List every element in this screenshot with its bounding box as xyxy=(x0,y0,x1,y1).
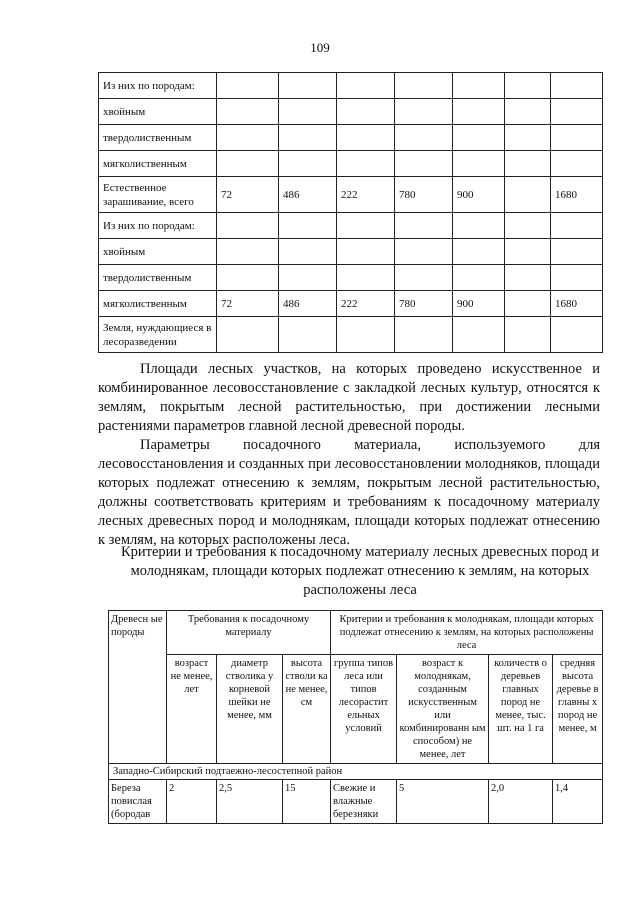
region-label: Западно-Сибирский подтаежно-лесостепной район xyxy=(109,764,603,780)
table-cell xyxy=(505,265,551,291)
table-cell xyxy=(337,73,395,99)
forest-area-table xyxy=(98,72,603,353)
table-cell xyxy=(395,151,453,177)
table-row xyxy=(99,177,603,213)
table-cell xyxy=(551,125,603,151)
species-cell: Береза повислая (бородав xyxy=(109,780,167,824)
table-cell: 780 xyxy=(395,291,453,317)
table-cell xyxy=(395,265,453,291)
row-label: твердолиственным xyxy=(99,265,217,291)
table-row xyxy=(99,239,603,265)
table-cell xyxy=(279,73,337,99)
col-header-species: Древесн ые породы xyxy=(109,611,167,764)
table-cell: 222 xyxy=(337,177,395,213)
table-row xyxy=(99,317,603,353)
col-group-planting: Требования к посадочному материалу xyxy=(167,611,331,655)
height-cell: 15 xyxy=(283,780,331,824)
table-row xyxy=(99,151,603,177)
table-cell xyxy=(551,317,603,353)
table-row xyxy=(99,73,603,99)
table-cell xyxy=(551,265,603,291)
tree-count-cell: 2,0 xyxy=(489,780,553,824)
table-cell xyxy=(505,177,551,213)
table-cell: 486 xyxy=(279,291,337,317)
table-cell xyxy=(453,213,505,239)
table-row xyxy=(99,99,603,125)
table-cell xyxy=(453,265,505,291)
table-cell xyxy=(505,317,551,353)
table-cell xyxy=(505,125,551,151)
table-cell xyxy=(551,239,603,265)
table-cell xyxy=(337,151,395,177)
col-group-young: Критерии и требования к молоднякам, площади которых подлежат отнесению к землям, на которых расположены леса xyxy=(331,611,603,655)
table-cell: 72 xyxy=(217,291,279,317)
forest-type-cell: Свежие и влажные березняки xyxy=(331,780,397,824)
table-cell xyxy=(395,213,453,239)
table-cell: 900 xyxy=(453,177,505,213)
young-age-cell: 5 xyxy=(397,780,489,824)
col-header-diameter: диаметр стволика у корневой шейки не менее, мм xyxy=(217,655,283,764)
table-cell xyxy=(551,99,603,125)
row-label: мягколиственным xyxy=(99,291,217,317)
row-label: Естественное зарашивание, всего xyxy=(99,177,217,213)
table-cell: 222 xyxy=(337,291,395,317)
table-cell xyxy=(453,239,505,265)
row-label: хвойным xyxy=(99,99,217,125)
diameter-cell: 2,5 xyxy=(217,780,283,824)
table-cell xyxy=(279,125,337,151)
table-cell xyxy=(337,213,395,239)
table-cell xyxy=(279,99,337,125)
col-header-avg-height: средняя высота деревье в главны х пород не менее, м xyxy=(553,655,603,764)
header-row xyxy=(109,655,603,764)
table-cell xyxy=(337,265,395,291)
paragraph-2: Параметры посадочного материала, используемого для лесовосстановления и созданных при лесовосстановлении молодняков, площади которых подлежат отнесению к землям, покрытым лесной растительностью, должны соответствовать критериям и требованиям к посадочному материалу лесных древесных пород и молоднякам, площади которых подлежат отнесению к землям, на которых расположены леса. xyxy=(98,437,600,548)
table-cell xyxy=(395,73,453,99)
table-cell xyxy=(217,151,279,177)
row-label: мягколиственным xyxy=(99,151,217,177)
table-cell: 486 xyxy=(279,177,337,213)
col-header-tree-count: количеств о деревьев главных пород не менее, тыс. шт. на 1 га xyxy=(489,655,553,764)
table-cell xyxy=(217,125,279,151)
table-cell: 1680 xyxy=(551,291,603,317)
page-number: 109 xyxy=(310,40,330,55)
table-cell: 72 xyxy=(217,177,279,213)
table-cell xyxy=(337,125,395,151)
table-row xyxy=(99,125,603,151)
table-cell xyxy=(551,73,603,99)
table-cell xyxy=(551,213,603,239)
criteria-table xyxy=(108,610,603,824)
row-label: хвойным xyxy=(99,239,217,265)
col-header-young-age: возраст к молоднякам, созданным искусственным или комбинированн ым способом) не менее, лет xyxy=(397,655,489,764)
table-cell xyxy=(453,317,505,353)
table-cell xyxy=(505,239,551,265)
table-cell xyxy=(505,151,551,177)
region-row xyxy=(109,764,603,780)
table-cell xyxy=(395,317,453,353)
table-row xyxy=(99,291,603,317)
section-heading: Критерии и требования к посадочному материалу лесных древесных пород и молоднякам, площади которых подлежат отнесению к землям, на которых расположены леса xyxy=(120,544,600,598)
table-cell xyxy=(217,265,279,291)
table-cell xyxy=(337,99,395,125)
table-cell xyxy=(337,317,395,353)
table-row xyxy=(99,213,603,239)
table-cell xyxy=(279,265,337,291)
table-cell xyxy=(279,239,337,265)
table-cell: 900 xyxy=(453,291,505,317)
table-cell xyxy=(217,99,279,125)
table-cell xyxy=(217,73,279,99)
table-cell xyxy=(453,125,505,151)
table-cell: 780 xyxy=(395,177,453,213)
col-header-age: возраст не менее, лет xyxy=(167,655,217,764)
table-cell xyxy=(217,317,279,353)
table-cell xyxy=(337,239,395,265)
age-cell: 2 xyxy=(167,780,217,824)
paragraph-1: Площади лесных участков, на которых проведено искусственное и комбинированное лесовосстановление с закладкой лесных культур, относятся к землям, покрытым лесной растительностью, при достижении лесными растениями параметров главной лесной древесной породы. xyxy=(98,361,600,434)
col-header-height: высота стволи ка не менее, см xyxy=(283,655,331,764)
row-label: Из них по породам: xyxy=(99,73,217,99)
table-row xyxy=(109,780,603,824)
avg-height-cell: 1,4 xyxy=(553,780,603,824)
table-cell xyxy=(279,317,337,353)
table-cell xyxy=(453,73,505,99)
table-cell xyxy=(505,291,551,317)
table-cell xyxy=(395,239,453,265)
table-cell xyxy=(279,151,337,177)
row-label: Из них по породам: xyxy=(99,213,217,239)
table-cell xyxy=(551,151,603,177)
table-cell xyxy=(395,99,453,125)
table-cell xyxy=(505,213,551,239)
row-label: Земля, нуждающиеся в лесоразведении xyxy=(99,317,217,353)
col-header-forest-type: группа типов леса или типов лесорастит ельных условий xyxy=(331,655,397,764)
row-label: твердолиственным xyxy=(99,125,217,151)
table-cell xyxy=(453,151,505,177)
table-row xyxy=(99,265,603,291)
table-cell xyxy=(217,213,279,239)
table-cell xyxy=(505,99,551,125)
header-row xyxy=(109,611,603,655)
table-cell xyxy=(453,99,505,125)
table-cell: 1680 xyxy=(551,177,603,213)
table-cell xyxy=(505,73,551,99)
table-cell xyxy=(395,125,453,151)
table-cell xyxy=(217,239,279,265)
table-cell xyxy=(279,213,337,239)
